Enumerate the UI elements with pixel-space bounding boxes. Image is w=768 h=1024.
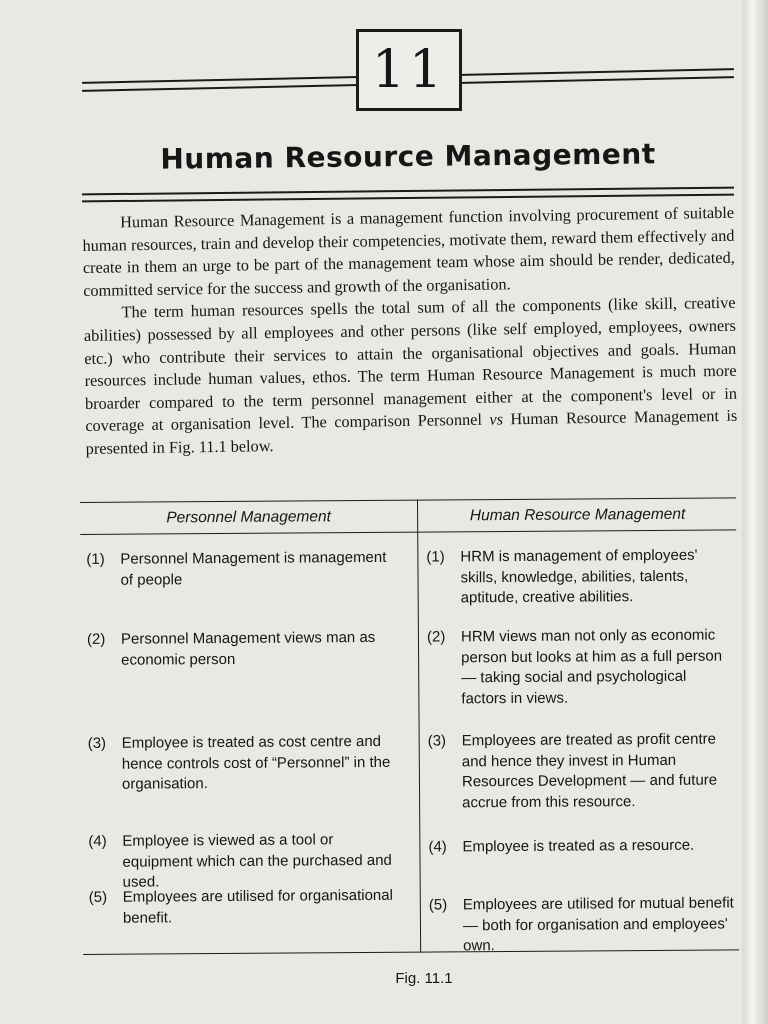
cell-text: Personnel Management is management of people [120,548,387,589]
row-number: (5) [88,888,108,906]
table-cell-left-4 [88,830,404,894]
paragraph-2-vs: vs [489,409,504,429]
body-text [82,202,738,461]
row-number: (3) [87,734,107,752]
cell-text: HRM is management of employees' skills, knowledge, abilities, talents, aptitude, creative abilities. [460,546,698,607]
chapter-title: Human Resource Management [160,137,656,176]
cell-text: Employee is treated as cost centre and hence controls cost of “Personnel” in the organisation. [121,732,391,793]
table-cell-right-5 [429,893,735,957]
figure-label: Fig. 11.1 [395,970,453,987]
title-rule-bottom [82,194,734,203]
row-number: (2) [426,628,446,646]
table-column-divider [417,500,421,952]
column-header-hrm: Human Resource Management [469,505,686,525]
cell-text: Employees are treated as profit centre and hence they invest in Human Resources Development — and future accrue from this resource. [461,730,718,811]
row-number: (2) [86,630,106,648]
chapter-number: 11 [356,29,462,111]
paragraph-2 [83,292,737,460]
paragraph-2-part-1: The term human resources spells the total sum of all the components (like skill, creative abilities) possessed by all employees and other persons (like self employed, employees, owners etc.) who contribute their services to attain the organisational objectives and goals. Human resources include human values, ethos. The term Human Resource Management is much more broarder compared to the term personnel management either at the component's level or in coverage at organisation level. The comparison Personnel [83,293,738,436]
table-cell-right-1 [426,545,732,609]
column-header-personnel: Personnel Management [166,508,331,527]
table-top-rule [80,497,736,503]
paragraph-1: Human Resource Management is a management function involving procurement of suitable human resources, train and develop their competencies, motivate them, reward them effectively and create in them an urge to be part of the management team whose aim should be render, dedicated, committed service for the success and growth of the organisation. [82,202,735,300]
cell-text: Employees are utilised for organisational benefit. [122,886,393,927]
cell-text: Employee is treated as a resource. [462,836,695,856]
table-cell-right-4 [428,835,734,858]
cell-text: Employees are utilised for mutual benefit — both for organisation and employees' own. [462,894,734,955]
table-header-rule [80,529,736,535]
table-cell-right-2 [427,625,734,709]
table-cell-right-3 [428,729,735,813]
row-number: (1) [86,550,105,568]
page-edge [742,0,768,1024]
row-number: (5) [428,896,448,914]
paragraph-2-part-2: Human Resource Management is presented in Fig. 11.1 below. [85,406,738,458]
row-number: (3) [427,732,447,750]
cell-text: Employee is viewed as a tool or equipment which can the purchased and used. [122,831,392,891]
row-number: (4) [88,832,107,850]
comparison-table [80,497,739,957]
table-cell-left-1 [86,548,402,591]
table-cell-left-5 [89,886,405,929]
row-number: (4) [428,838,447,856]
cell-text: HRM views man not only as economic person but looks at him as a full person — taking social and psychological factors in views. [460,626,723,707]
row-number: (1) [426,548,445,566]
table-cell-left-2 [87,628,403,671]
table-cell-left-3 [88,732,404,796]
cell-text: Personnel Management views man as economic person [120,628,376,669]
